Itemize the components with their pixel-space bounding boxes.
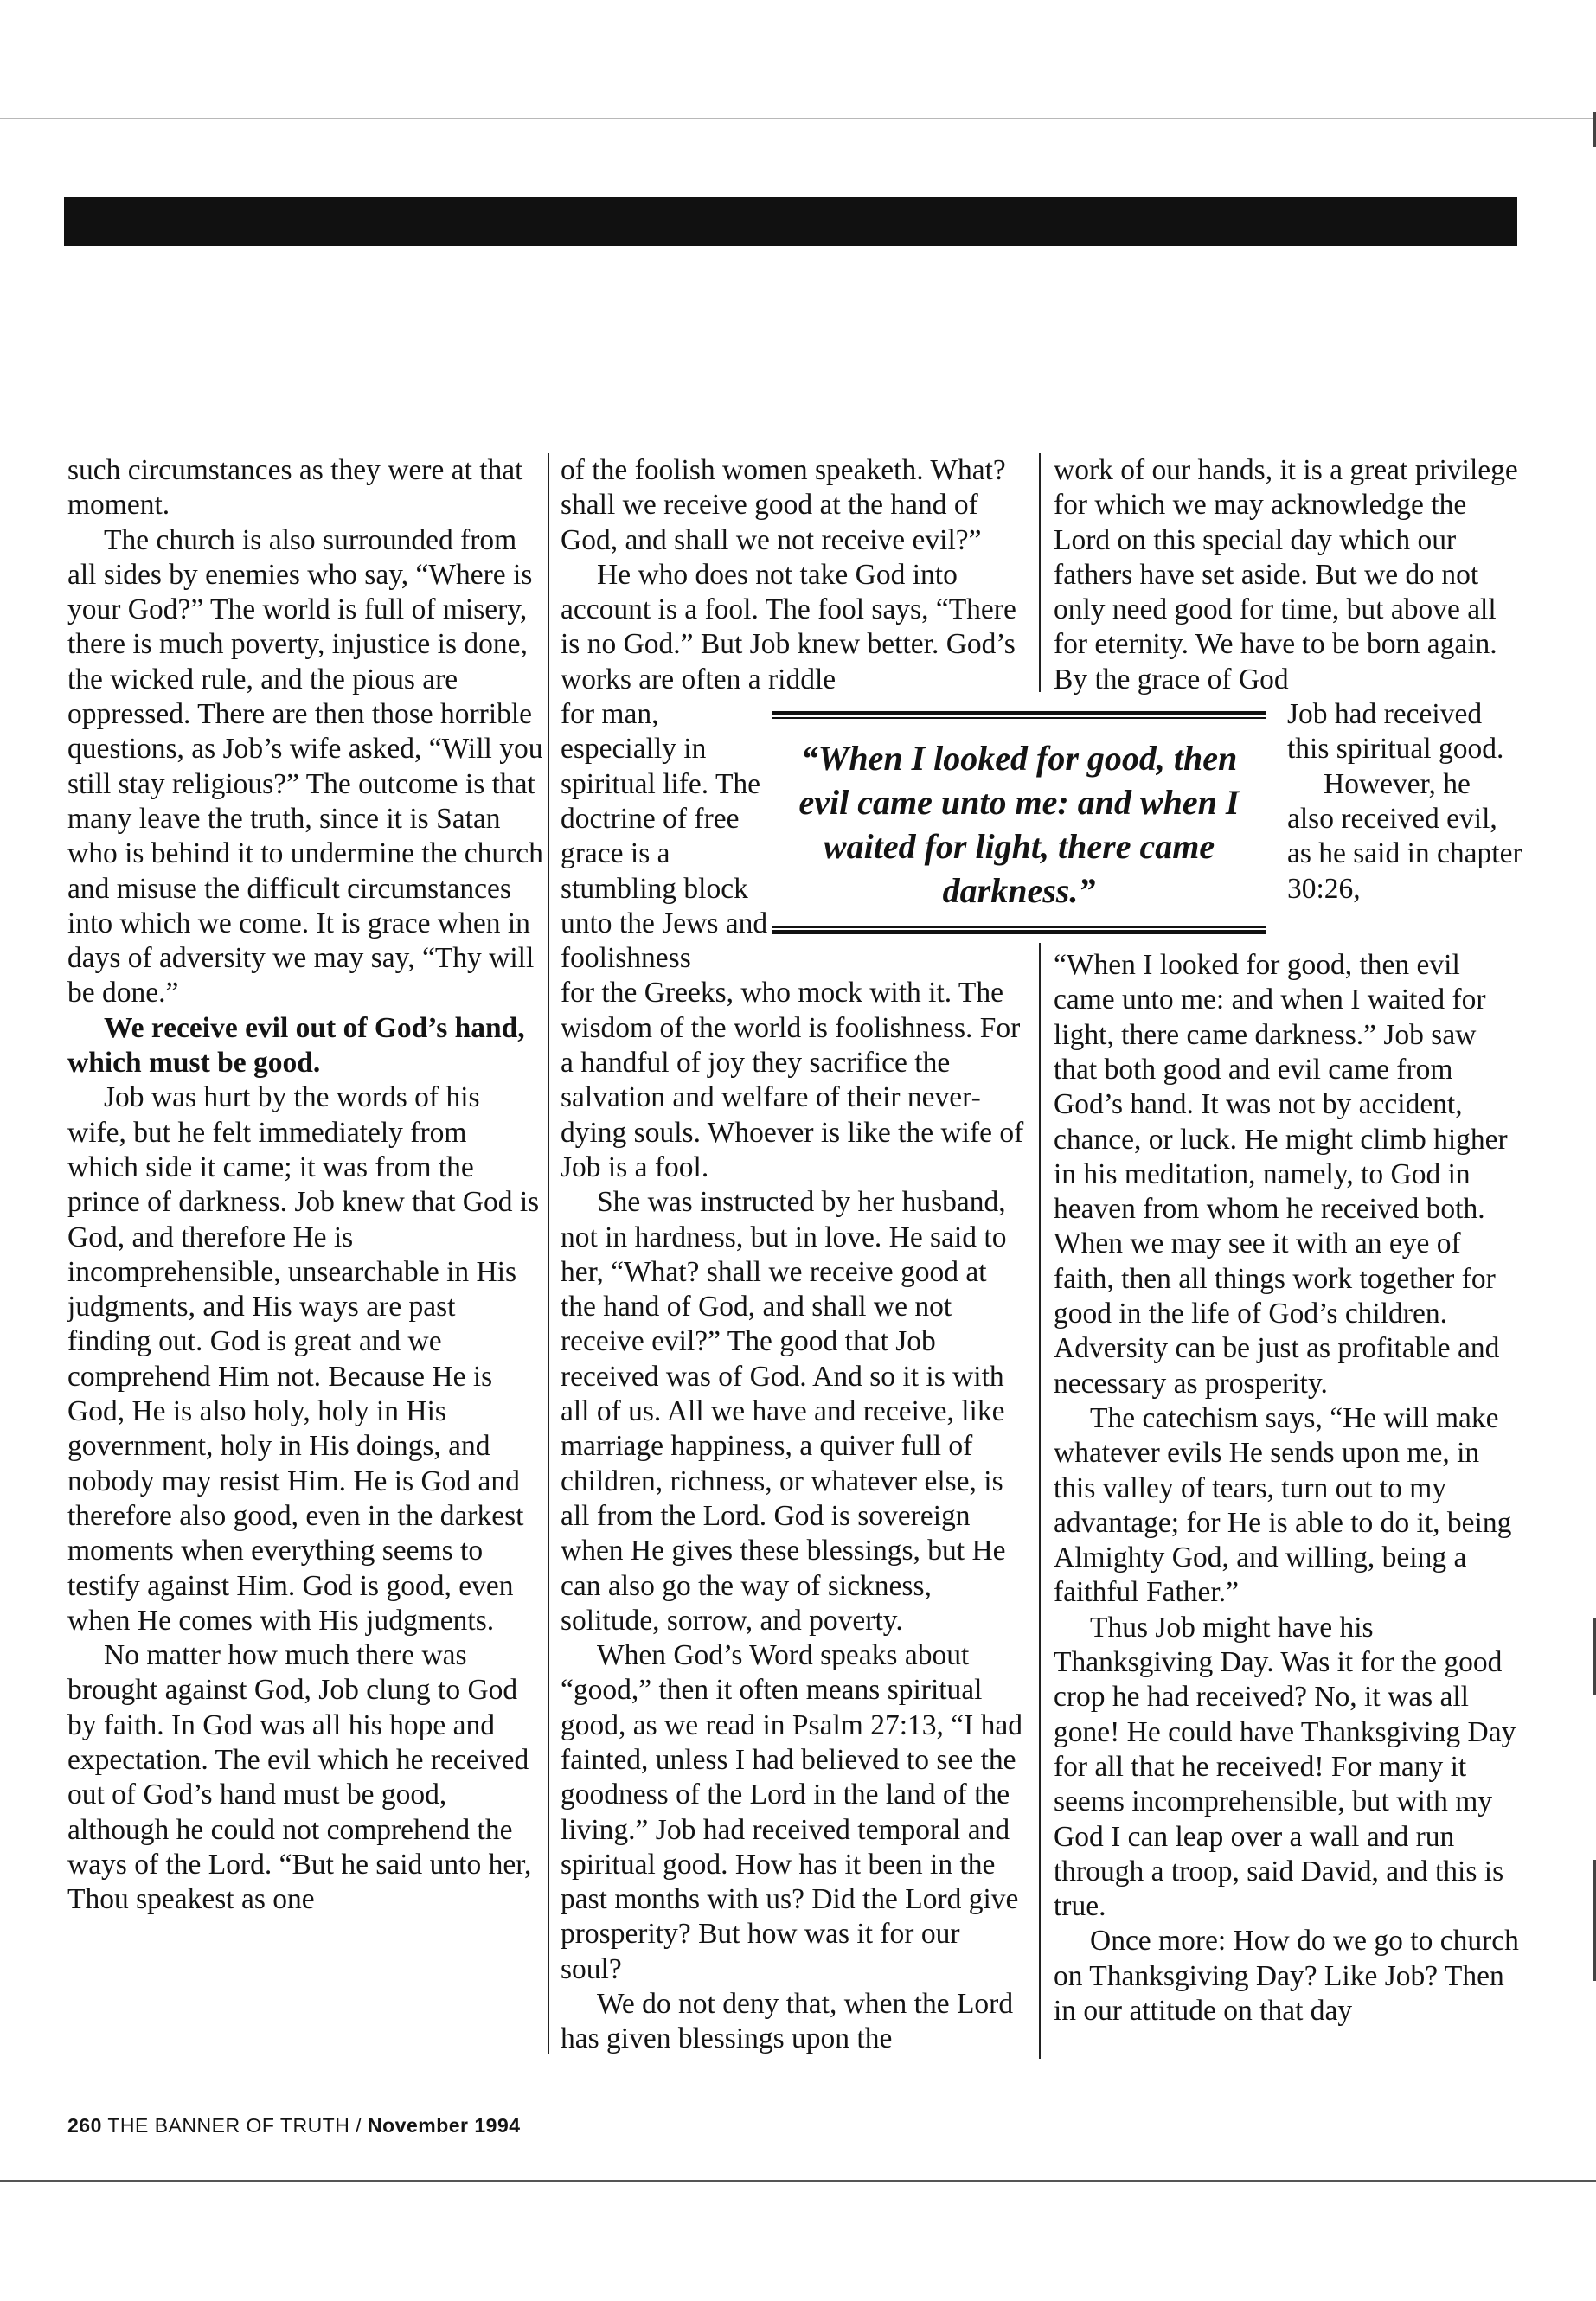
paragraph: He who does not take God into account is a fool. The fool says, “There is no God.” But Job knew better. God’s works are often a riddle <box>561 558 1016 695</box>
header-black-bar <box>64 197 1517 246</box>
pull-quote-bottom-rule <box>772 926 1266 934</box>
column-2 <box>561 453 1028 2057</box>
paragraph: Job was hurt by the words of his wife, but he felt immediately from which side it came; it was from the prince of darkness. Job knew that God is God, and therefore He is incomprehensible, unsearchable in His judgments, and His ways are past finding out. God is great and we comprehend Him not. Because He is God, He is also holy, holy in His government, holy in His doings, and nobody may resist Him. He is God and therefore also good, even in the darkest moments when everything seems to testify against Him. God is good, even when He comes with His judgments. <box>67 1081 540 1637</box>
paragraph: When God’s Word speaks about “good,” then it often means spiritual good, as we read in Psalm 27:13, “I had fainted, unless I had believed to see the goodness of the Lord in the land of the living.” Job had received temporal and spiritual good. How has it been in the past months with us? Did the Lord give prosperity? But how was it for our soul? <box>561 1639 1023 1985</box>
paragraph: The catechism says, “He will make whatever evils He sends upon me, in this valley of tears, turn out to my advantage; for He is able to do it, being Almighty God, and willing, being a faithful Father.” <box>1054 1401 1512 1609</box>
column-3 <box>1054 453 1522 2029</box>
paragraph: No matter how much there was brought against God, Job clung to God by faith. In God was all his hope and expectation. The evil which he received out of God’s hand must be good, although he could not comprehend the ways of the Lord. “But he said unto her, Thou speakest as one <box>67 1639 532 1916</box>
page-footer <box>67 2114 521 2138</box>
publication-name: THE BANNER OF TRUTH <box>107 2114 350 2137</box>
column-divider <box>1039 453 1041 692</box>
column-divider <box>548 453 549 2054</box>
paragraph: for the Greeks, who mock with it. The wisdom of the world is foolishness. For a handful of joy they sacrifice the salvation and welfare of their never-dying souls. Whoever is like the wife of Job is a fool. <box>561 977 1024 1183</box>
issue-date: November 1994 <box>368 2114 521 2137</box>
top-rule <box>0 118 1596 119</box>
bottom-rule <box>0 2180 1596 2182</box>
paragraph-wrap: for man, especially in spiritual life. The doctrine of free grace is a stumbling block unto the Jews and foolishness <box>561 698 768 975</box>
paragraph: We do not deny that, when the Lord has given blessings upon the <box>561 1988 1014 2055</box>
paragraph: of the foolish women speaketh. What? shall we receive good at the hand of God, and shall we not receive evil?” <box>561 454 1006 556</box>
paragraph: Once more: How do we go to church on Thanksgiving Day? Like Job? Then in our attitude on that day <box>1054 1925 1519 2027</box>
paragraph: She was instructed by her husband, not in hardness, but in love. He said to her, “What? shall we receive good at the hand of God, and shall we not receive evil?” The good that Job received was of God. And so it is with all of us. All we have and receive, like marriage happiness, a quiver full of children, richness, or whatever else, is all from the Lord. God is sovereign when He gives these blessings, but He can also go the way of sickness, solitude, sorrow, and poverty. <box>561 1186 1007 1637</box>
footer-separator: / <box>349 2114 369 2137</box>
paragraph: such circumstances as they were at that moment. <box>67 454 523 522</box>
paragraph: Thus Job might have his Thanksgiving Day. Was it for the good crop he had received? No, it was all gone! He could have Thanksgiving Day for all that he received! For many it seems incomprehensible, but with my God I can leap over a wall and run through a troop, said David, and this is true. <box>1054 1611 1516 1923</box>
pull-quote-top-rule <box>772 711 1266 719</box>
pull-quote <box>772 711 1266 929</box>
pull-quote-text: “When I looked for good, then evil came unto me: and when I waited for light, there came darkness.” <box>798 739 1240 910</box>
paragraph-wrap: However, he also received evil, as he said in chapter 30:26, <box>1287 767 1522 905</box>
paragraph: work of our hands, it is a great privilege for which we may acknowledge the Lord on this special day which our fathers have set aside. But we do not only need good for time, but above all for eternity. We have to be born again. By the grace of God <box>1054 454 1518 695</box>
paragraph: The church is also surrounded from all sides by enemies who say, “Where is your God?” The world is full of misery, there is much poverty, injustice is done, the wicked rule, and the pious are oppressed. There are then those horrible questions, as Job’s wife asked, “Will you still stay religious?” The outcome is that many leave the truth, since it is Satan who is behind it to undermine the church and misuse the difficult circumstances into which we come. It is grace when in days of adversity we may say, “Thy will be done.” <box>67 523 543 1009</box>
column-1 <box>67 453 543 1917</box>
paragraph-wrap: Job had received this spiritual good. <box>1287 698 1504 766</box>
column-divider <box>1039 943 1041 2059</box>
paragraph: “When I looked for good, then evil came unto me: and when I waited for light, there came darkness.” Job saw that both good and evil came from God’s hand. It was not by accident, chance, or luck. He might climb higher in his meditation, namely, to God in heaven from whom he received both. When we may see it with an eye of faith, then all things work together for good in the life of God’s children. Adversity can be just as profitable and necessary as prosperity. <box>1054 949 1508 1400</box>
section-subheading: We receive evil out of God’s hand, which must be good. <box>67 1011 525 1080</box>
page-number: 260 <box>67 2114 102 2137</box>
